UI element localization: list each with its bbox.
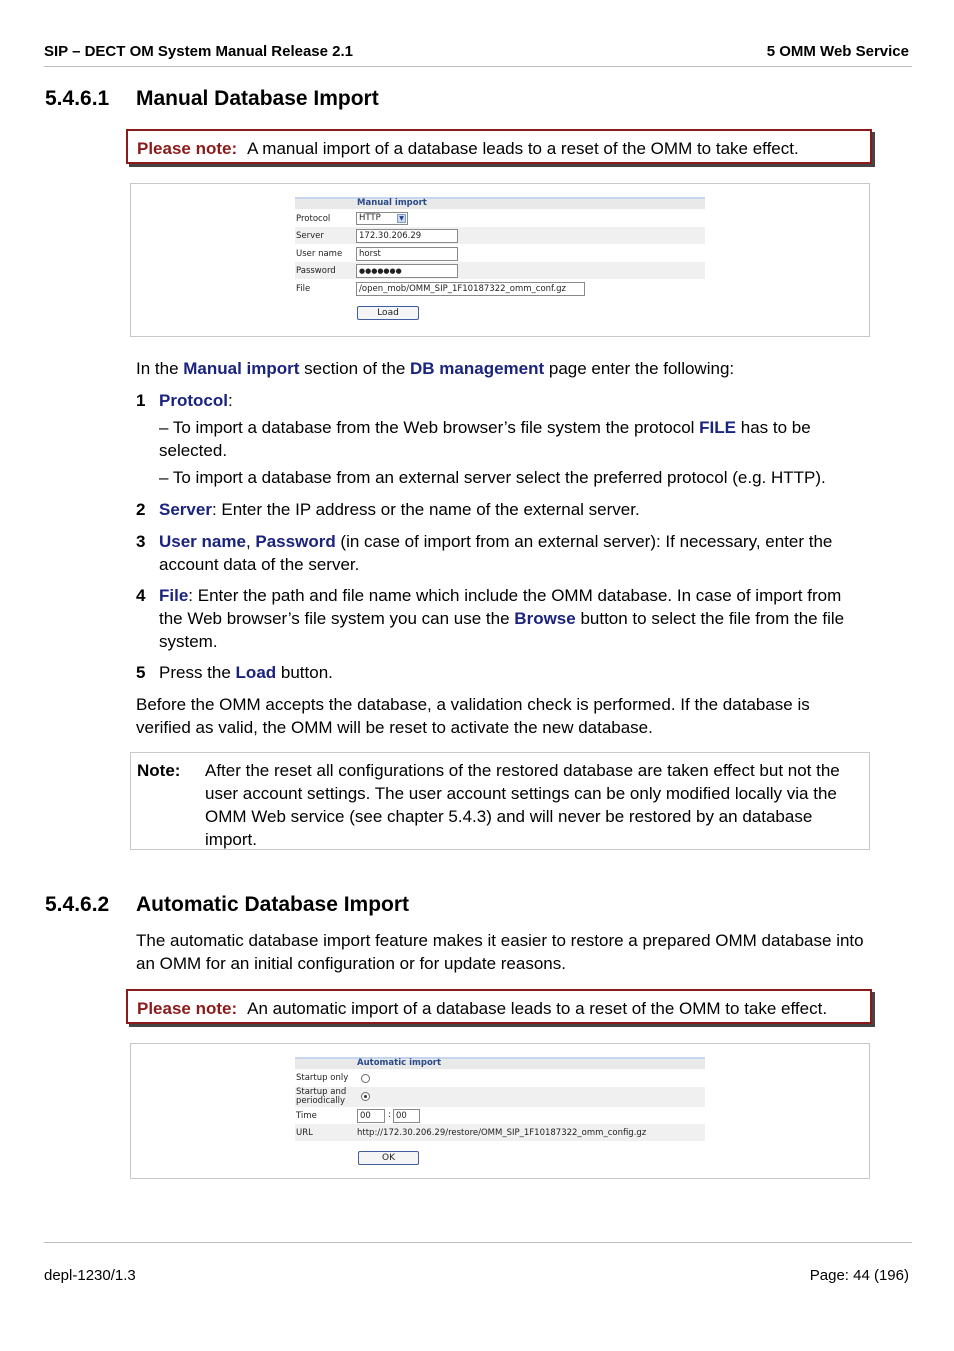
validation-paragraph: Before the OMM accepts the database, a validation check is performed. If the database is verified as valid, the OMM will be reset to activate the new database. bbox=[136, 695, 810, 737]
protocol-row: Protocol HTTP ▼ bbox=[295, 210, 705, 227]
startup-only-radio[interactable] bbox=[361, 1074, 370, 1083]
step-server: 2 Server: Enter the IP address or the name of the external server. bbox=[136, 500, 640, 519]
please-note-box-manual bbox=[126, 129, 872, 164]
note-label: Note: bbox=[137, 761, 181, 780]
header-title: SIP – DECT OM System Manual Release 2.1 bbox=[44, 43, 354, 60]
time-row: Time 00 : 00 bbox=[295, 1107, 705, 1124]
step-file: 4 File: Enter the path and file name which include the OMM database. In case of import from the Web browser’s file system you can use the Browse button to select the file from the file system. bbox=[136, 586, 845, 651]
automatic-import-intro: The automatic database import feature makes it easier to restore a prepared OMM database into an OMM for an initial configuration or for update reasons. bbox=[136, 931, 864, 973]
please-note-label: Please note: bbox=[137, 999, 238, 1018]
section-heading-manual: 5.4.6.1 Manual Database Import bbox=[45, 87, 379, 110]
automatic-import-form bbox=[295, 1057, 705, 1172]
header-divider bbox=[44, 66, 912, 67]
chevron-down-icon: ▼ bbox=[397, 214, 406, 223]
step-load: 5 Press the Load button. bbox=[136, 663, 333, 682]
form-title-bar: Manual import bbox=[295, 197, 705, 209]
note-box-reset bbox=[130, 752, 870, 850]
username-row: User name horst bbox=[295, 245, 705, 262]
url-value[interactable]: http://172.30.206.29/restore/OMM_SIP_1F10187322_omm_config.gz bbox=[357, 1128, 647, 1138]
step-protocol-server-option: – To import a database from an external server select the preferred protocol (e.g. HTTP). bbox=[159, 468, 826, 487]
startup-periodic-radio[interactable] bbox=[361, 1092, 370, 1101]
server-input[interactable]: 172.30.206.29 bbox=[356, 229, 458, 243]
username-input[interactable]: horst bbox=[356, 247, 458, 261]
please-note-text: A manual import of a database leads to a reset of the OMM to take effect. bbox=[247, 139, 799, 158]
step-protocol-file-option: – To import a database from the Web browser’s file system the protocol FILE has to be selected. bbox=[159, 418, 811, 460]
header-chapter: 5 OMM Web Service bbox=[766, 43, 909, 60]
startup-only-row: Startup only bbox=[295, 1070, 705, 1087]
time-hours-input[interactable]: 00 bbox=[357, 1109, 385, 1123]
automatic-import-screenshot bbox=[130, 1043, 870, 1179]
please-note-box-automatic bbox=[126, 989, 872, 1024]
password-row: Password ●●●●●●● bbox=[295, 262, 705, 279]
step-credentials: 3 User name, Password (in case of import from an external server): If necessary, enter the account data of the server. bbox=[136, 532, 833, 574]
file-row: File /open_mob/OMM_SIP_1F10187322_omm_conf.gz bbox=[295, 280, 705, 297]
please-note-text: An automatic import of a database leads to a reset of the OMM to take effect. bbox=[247, 999, 828, 1018]
startup-periodic-row: Startup and periodically bbox=[295, 1087, 705, 1107]
section-heading-automatic: 5.4.6.2 Automatic Database Import bbox=[45, 893, 410, 916]
time-minutes-input[interactable]: 00 bbox=[393, 1109, 420, 1123]
protocol-select[interactable]: HTTP ▼ bbox=[356, 212, 408, 225]
password-input[interactable]: ●●●●●●● bbox=[356, 264, 458, 278]
footer-doc-id: depl-1230/1.3 bbox=[44, 1267, 136, 1284]
server-row: Server 172.30.206.29 bbox=[295, 227, 705, 244]
please-note-label: Please note: bbox=[137, 139, 238, 158]
manual-import-screenshot bbox=[130, 183, 870, 337]
form-title-bar: Automatic import bbox=[295, 1057, 705, 1069]
url-row: URL http://172.30.206.29/restore/OMM_SIP_1F10187322_omm_config.gz bbox=[295, 1124, 705, 1141]
manual-import-intro: In the Manual import section of the DB management page enter the following: bbox=[136, 359, 735, 378]
ok-button[interactable]: OK bbox=[358, 1151, 419, 1165]
load-button[interactable]: Load bbox=[357, 306, 419, 320]
step-protocol: 1 Protocol: bbox=[136, 391, 233, 410]
footer-page-number: Page: 44 (196) bbox=[809, 1267, 909, 1284]
footer-divider bbox=[44, 1242, 912, 1243]
note-text: After the reset all configurations of the restored database are taken effect but not the user account settings. The user account settings can be only modified locally via the OMM Web service (see chapter 5.4.3) and will never be restored by an database import. bbox=[205, 761, 840, 849]
manual-import-form bbox=[295, 197, 705, 327]
file-input[interactable]: /open_mob/OMM_SIP_1F10187322_omm_conf.gz bbox=[356, 282, 585, 296]
